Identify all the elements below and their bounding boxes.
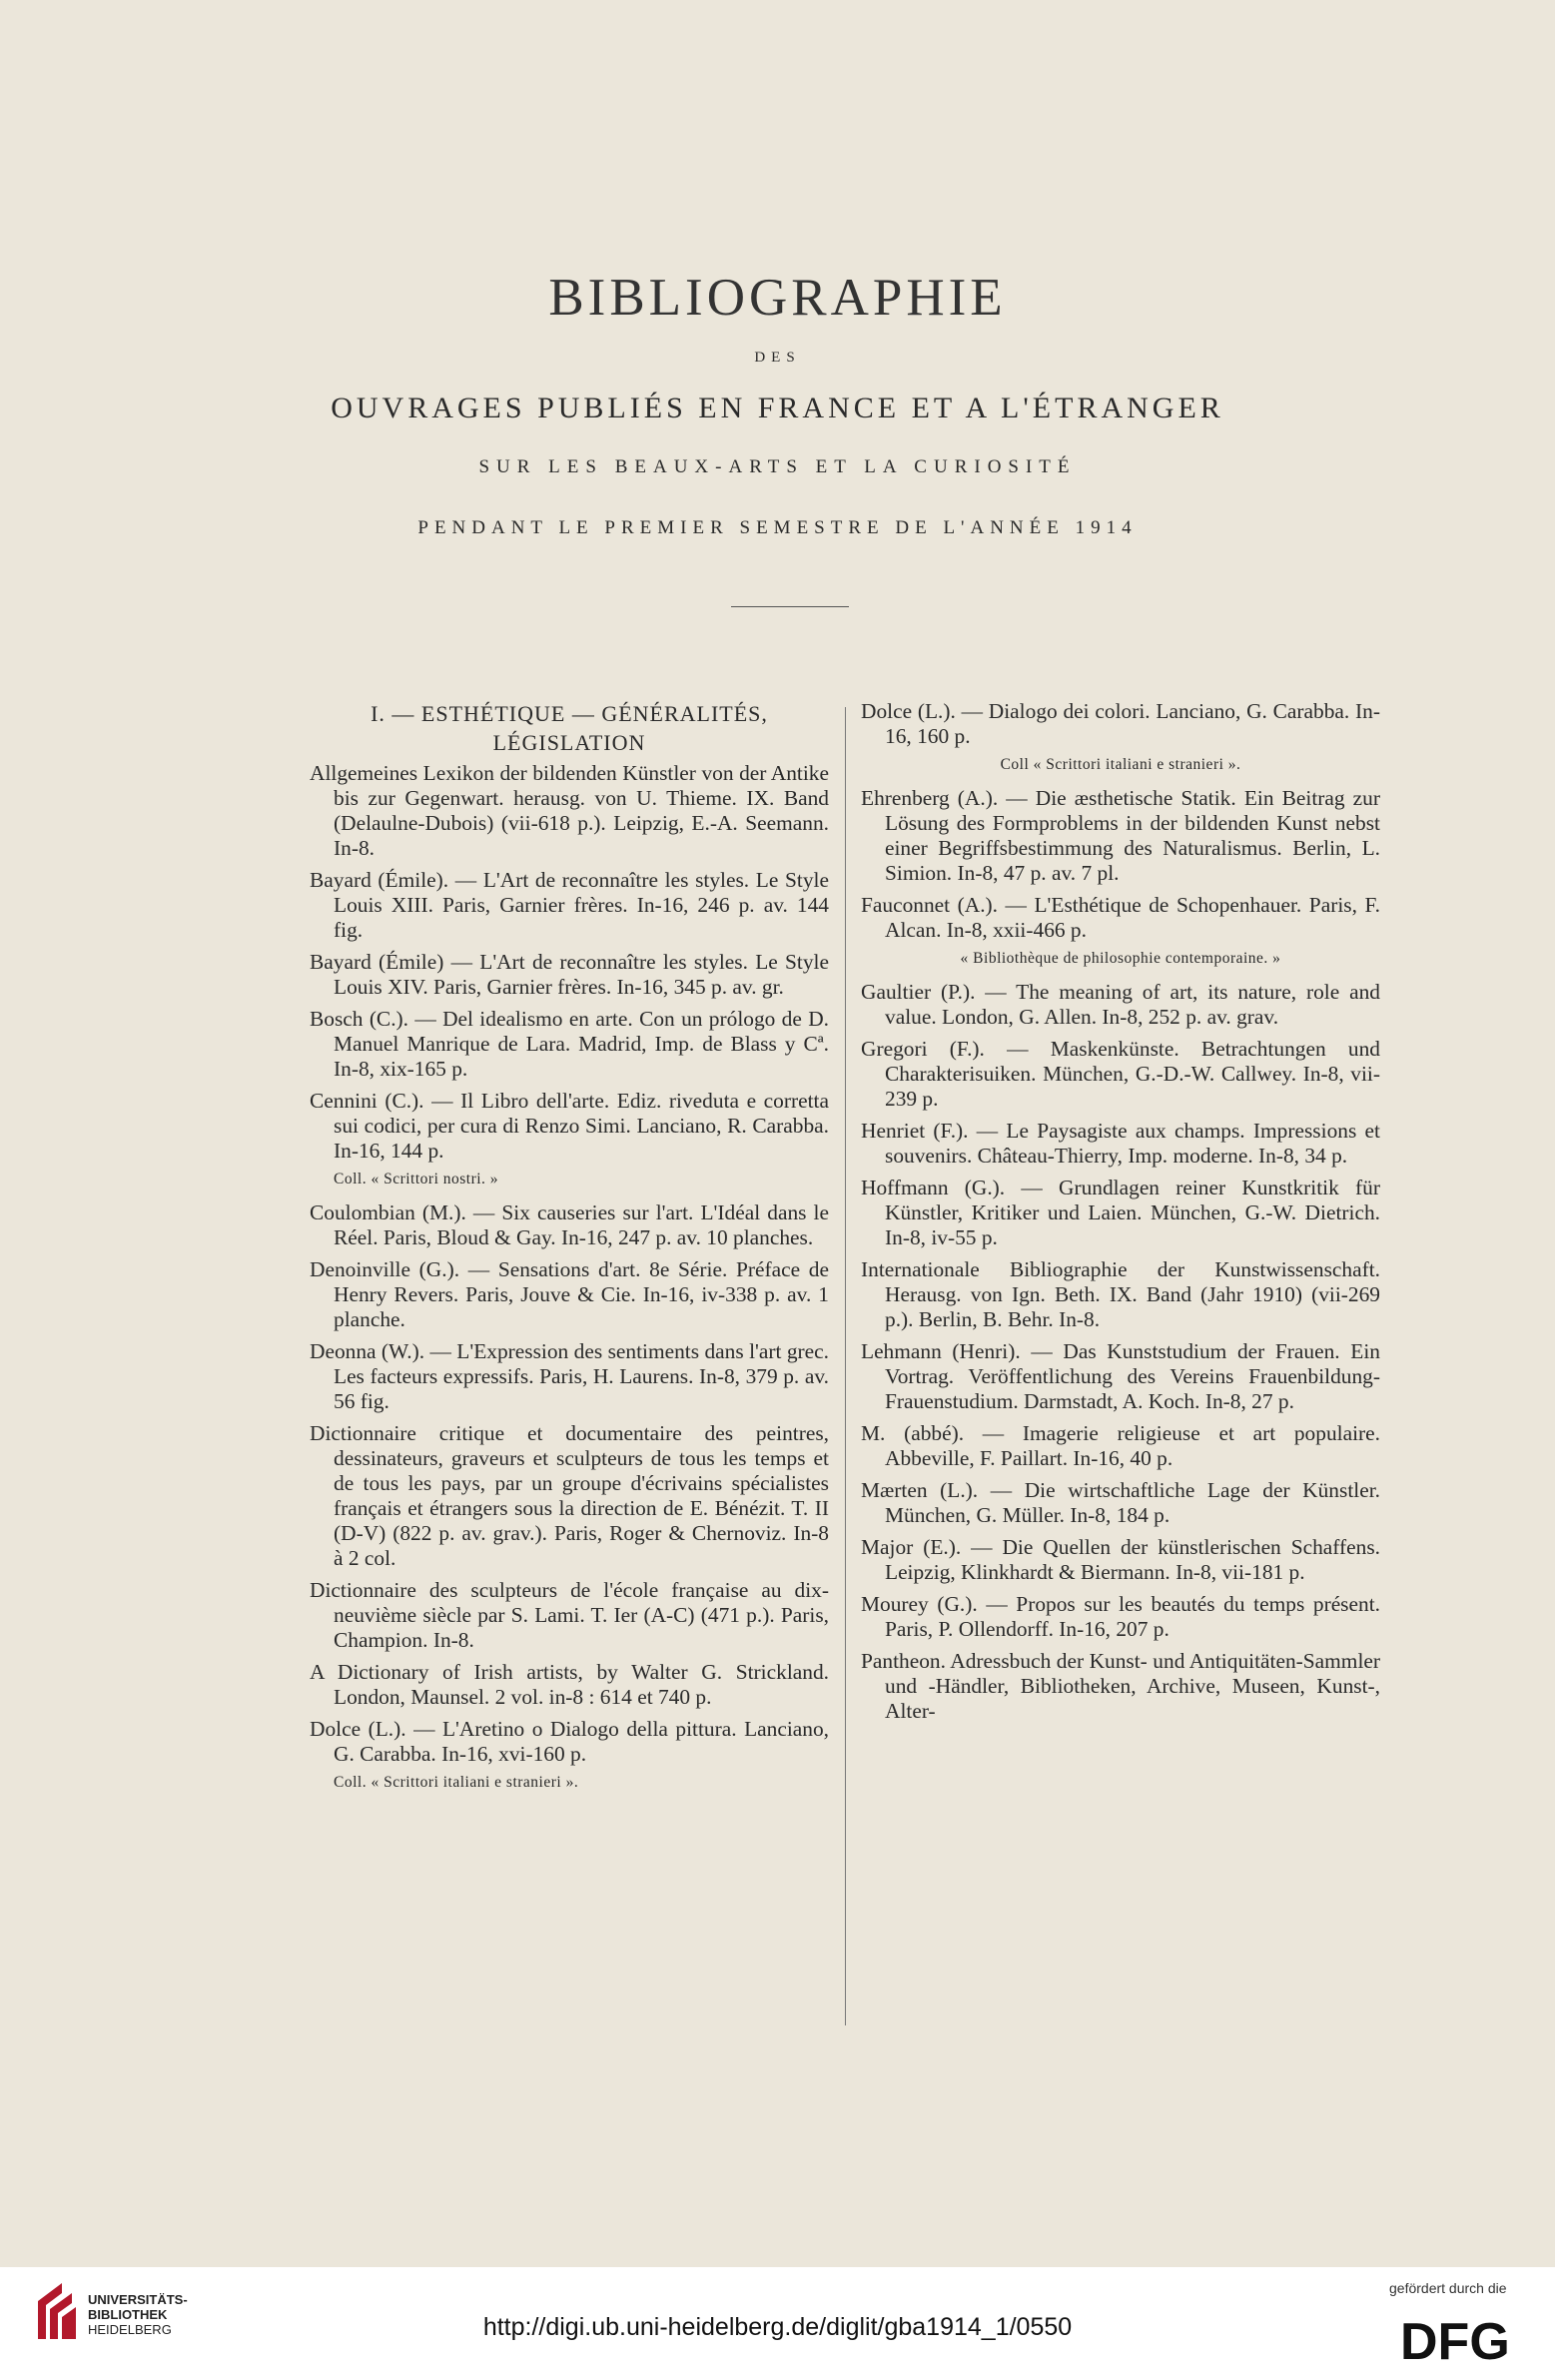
column-divider [845, 707, 846, 2025]
bibliography-entry: Fauconnet (A.). — L'Esthétique de Schopenhauer. Paris, F. Alcan. In-8, xxii-466 p. [861, 893, 1380, 942]
library-line-1: UNIVERSITÄTS- [88, 2292, 188, 2307]
bibliography-entry: Henriet (F.). — Le Paysagiste aux champs. Impressions et souvenirs. Château-Thierry, Imp. moderne. In-8, 34 p. [861, 1119, 1380, 1168]
dfg-logo-text: DFG [1400, 2315, 1510, 2363]
bibliography-entry: Dolce (L.). — Dialogo dei colori. Lanciano, G. Carabba. In-16, 160 p. [861, 699, 1380, 748]
bibliography-entry: Coulombian (M.). — Six causeries sur l'art. L'Idéal dans le Réel. Paris, Bloud & Gay. In-16, 247 p. av. 10 planches. [310, 1200, 829, 1249]
bibliography-entry: Pantheon. Adressbuch der Kunst- und Antiquitäten-Sammler und -Händler, Bibliotheken, Archive, Museen, Kunst-, Alter- [861, 1649, 1380, 1723]
section-heading-line-2: LÉGISLATION [492, 730, 646, 755]
dfg-logo-icon [1398, 2315, 1538, 2363]
bibliography-entry: Bosch (C.). — Del idealismo en arte. Con un prólogo de D. Manuel Manrique de Lara. Madrid, Imp. de Blass y Cª. In-8, xix-165 p. [310, 1007, 829, 1081]
bibliography-entry: Denoinville (G.). — Sensations d'art. 8e Série. Préface de Henry Revers. Paris, Jouve & Cie. In-16, iv-338 p. av. 1 planche. [310, 1257, 829, 1331]
subtitle-des: DES [754, 350, 801, 366]
left-column [310, 699, 829, 1804]
bibliography-entry: Bayard (Émile). — L'Art de reconnaître les styles. Le Style Louis XIII. Paris, Garnier frères. In-16, 246 p. av. 144 fig. [310, 868, 829, 942]
page-title: BIBLIOGRAPHIE [548, 269, 1007, 327]
bibliography-entry: Cennini (C.). — Il Libro dell'arte. Ediz. riveduta e corretta sui codici, per cura di Renzo Simi. Lanciano, R. Carabba. In-16, 144 p. [310, 1089, 829, 1163]
right-column [861, 699, 1380, 1731]
title-rule [731, 606, 849, 607]
subtitle-sur: SUR LES BEAUX-ARTS ET LA CURIOSITÉ [478, 456, 1077, 477]
collection-note: « Bibliothèque de philosophie contemporaine. » [960, 950, 1281, 967]
bibliography-entry: Dictionnaire critique et documentaire des peintres, dessinateurs, graveurs et sculpteurs de tous les temps et de tous les pays, par un groupe d'écrivains spécialistes français et étrangers sous la direction de E. Bénézit. T. II (D-V) (822 p. av. grav.). Paris, Roger & Chernoviz. In-8 à 2 col. [310, 1421, 829, 1570]
section-heading-line-1: I. — ESTHÉTIQUE — GÉNÉRALITÉS, [371, 701, 768, 726]
bibliography-entry: Hoffmann (G.). — Grundlagen reiner Kunstkritik für Künstler, Kritiker und Laien. München, G.-W. Dietrich. In-8, iv-55 p. [861, 1176, 1380, 1249]
bibliography-entry: Major (E.). — Die Quellen der künstlerischen Schaffens. Leipzig, Klinkhardt & Biermann. In-8, vii-181 p. [861, 1535, 1380, 1584]
collection-note: Coll. « Scrittori nostri. » [334, 1171, 499, 1188]
bibliography-entry: Dictionnaire des sculpteurs de l'école française au dix-neuvième siècle par S. Lami. T. Ier (A-C) (471 p.). Paris, Champion. In-8. [310, 1578, 829, 1652]
bibliography-entry: Deonna (W.). — L'Expression des sentiments dans l'art grec. Les facteurs expressifs. Paris, H. Laurens. In-8, 379 p. av. 56 fig. [310, 1339, 829, 1413]
bibliography-entry: Allgemeines Lexikon der bildenden Künstler von der Antike bis zur Gegenwart. herausg. von U. Thieme. IX. Band (Delaulne-Dubois) (vii-618 p.). Leipzig, E.-A. Seemann. In-8. [310, 761, 829, 860]
bibliography-entry: Gaultier (P.). — The meaning of art, its nature, role and value. London, G. Allen. In-8, 252 p. av. grav. [861, 980, 1380, 1029]
funded-by-caption: gefördert durch die [1389, 2280, 1507, 2296]
bibliography-entry: Ehrenberg (A.). — Die æsthetische Statik. Ein Beitrag zur Lösung des Formproblems in der bildenden Kunst nebst einer Begriffsbestimmung des Naturalismus. Berlin, L. Simion. In-8, 47 p. av. 7 pl. [861, 786, 1380, 885]
subtitle-ouvrages: OUVRAGES PUBLIÉS EN FRANCE ET A L'ÉTRANGER [331, 392, 1224, 424]
bibliography-entry: M. (abbé). — Imagerie religieuse et art populaire. Abbeville, F. Paillart. In-16, 40 p. [861, 1421, 1380, 1470]
bibliography-entry: Lehmann (Henri). — Das Kunststudium der Frauen. Ein Vortrag. Veröffentlichung des Vereins Frauenbildung-Frauenstudium. Darmstadt, A. Koch. In-8, 27 p. [861, 1339, 1380, 1413]
collection-note: Coll. « Scrittori italiani e stranieri ». [334, 1774, 579, 1791]
library-line-2: BIBLIOTHEK [88, 2307, 168, 2322]
subtitle-pendant: PENDANT LE PREMIER SEMESTRE DE L'ANNÉE 1914 [417, 517, 1138, 538]
permalink-url[interactable]: http://digi.ub.uni-heidelberg.de/diglit/gba1914_1/0550 [482, 2313, 1073, 2341]
bibliography-entry: Gregori (F.). — Maskenkünste. Betrachtungen und Charakterisuiken. München, G.-D.-W. Callwey. In-8, vii-239 p. [861, 1037, 1380, 1111]
bibliography-entry: Bayard (Émile) — L'Art de reconnaître les styles. Le Style Louis XIV. Paris, Garnier frères. In-16, 345 p. av. gr. [310, 950, 829, 999]
bibliography-entry: Internationale Bibliographie der Kunstwissenschaft. Herausg. von Ign. Beth. IX. Band (Jahr 1910) (vii-269 p.). Berlin, B. Behr. In-8. [861, 1257, 1380, 1331]
bibliography-entry: Dolce (L.). — L'Aretino o Dialogo della pittura. Lanciano, G. Carabba. In-16, xvi-160 p. [310, 1717, 829, 1766]
section-heading [310, 699, 829, 757]
bibliography-entry: A Dictionary of Irish artists, by Walter G. Strickland. London, Maunsel. 2 vol. in-8 : 614 et 740 p. [310, 1660, 829, 1709]
collection-note: Coll « Scrittori italiani e stranieri ». [1000, 756, 1241, 773]
bibliography-entry: Mærten (L.). — Die wirtschaftliche Lage der Künstler. München, G. Müller. In-8, 184 p. [861, 1478, 1380, 1527]
bibliography-entry: Mourey (G.). — Propos sur les beautés du temps présent. Paris, P. Ollendorff. In-16, 207 p. [861, 1592, 1380, 1641]
library-line-3: HEIDELBERG [88, 2322, 172, 2337]
